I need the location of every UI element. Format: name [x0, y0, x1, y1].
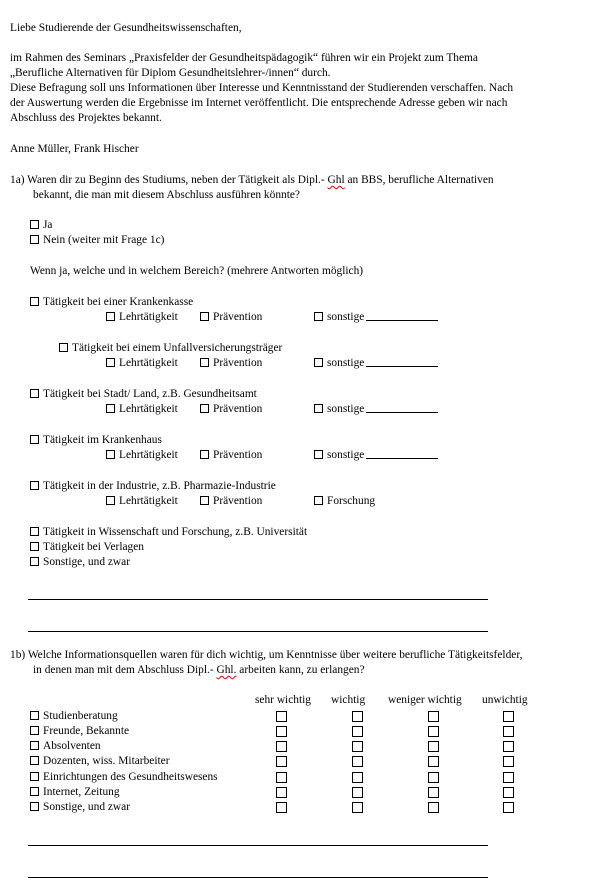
checkbox[interactable] [200, 450, 209, 459]
fill-line[interactable] [366, 311, 438, 321]
area-gesundheitsamt[interactable]: Tätigkeit bei Stadt/ Land, z.B. Gesundheitsamt [30, 388, 257, 401]
answer-line[interactable] [28, 631, 488, 632]
fill-line[interactable] [366, 449, 438, 459]
sub-forschung[interactable]: Forschung [314, 495, 375, 508]
checkbox[interactable] [30, 481, 39, 490]
scale-wichtig: wichtig [331, 694, 366, 706]
area-sonstige[interactable]: Sonstige, und zwar [30, 556, 130, 569]
sub-praevention[interactable]: Prävention [200, 311, 262, 324]
area-krankenkasse[interactable]: Tätigkeit bei einer Krankenkasse [30, 296, 193, 309]
q1a-followup: Wenn ja, welche und in welchem Bereich? (mehrere Antworten möglich) [30, 265, 364, 277]
source-dozenten[interactable]: Dozenten, wiss. Mitarbeiter [30, 755, 170, 768]
rating-checkbox-r1-c1[interactable] [276, 711, 287, 722]
intro-line-5: Abschluss des Projektes bekannt. [10, 112, 162, 124]
checkbox[interactable] [30, 389, 39, 398]
sub-lehrtaetigkeit[interactable]: Lehrtätigkeit [106, 403, 178, 416]
area-unfallversicherung[interactable]: Tätigkeit bei einem Unfallversicherungsträger [59, 342, 282, 355]
rating-checkbox-r7-c2[interactable] [352, 802, 363, 813]
rating-checkbox-r5-c4[interactable] [503, 772, 514, 783]
option-ja[interactable]: Ja [30, 219, 53, 232]
rating-checkbox-r3-c2[interactable] [352, 741, 363, 752]
rating-checkbox-r6-c4[interactable] [503, 787, 514, 798]
rating-checkbox-r7-c3[interactable] [428, 802, 439, 813]
sub-lehrtaetigkeit[interactable]: Lehrtätigkeit [106, 357, 178, 370]
rating-checkbox-r1-c2[interactable] [352, 711, 363, 722]
rating-checkbox-r3-c1[interactable] [276, 741, 287, 752]
checkbox[interactable] [30, 557, 39, 566]
source-freunde[interactable]: Freunde, Bekannte [30, 725, 129, 738]
answer-line[interactable] [28, 845, 488, 846]
sub-sonstige[interactable]: sonstige [314, 449, 438, 462]
checkbox[interactable] [30, 802, 39, 811]
checkbox[interactable] [200, 358, 209, 367]
checkbox[interactable] [314, 312, 323, 321]
rating-checkbox-r3-c4[interactable] [503, 741, 514, 752]
sub-praevention[interactable]: Prävention [200, 357, 262, 370]
checkbox[interactable] [30, 542, 39, 551]
fill-line[interactable] [366, 357, 438, 367]
checkbox[interactable] [200, 496, 209, 505]
sub-praevention[interactable]: Prävention [200, 449, 262, 462]
rating-checkbox-r7-c1[interactable] [276, 802, 287, 813]
rating-checkbox-r2-c3[interactable] [428, 726, 439, 737]
rating-checkbox-r6-c3[interactable] [428, 787, 439, 798]
scale-weniger-wichtig: weniger wichtig [388, 694, 462, 706]
checkbox[interactable] [30, 711, 39, 720]
checkbox[interactable] [200, 312, 209, 321]
checkbox[interactable] [30, 235, 39, 244]
q1b-line-2: in denen man mit dem Abschluss Dipl.- Ghl. arbeiten kann, zu erlangen? [33, 664, 365, 676]
checkbox[interactable] [106, 496, 115, 505]
rating-checkbox-r3-c3[interactable] [428, 741, 439, 752]
checkbox[interactable] [30, 787, 39, 796]
spellcheck-flag: Ghl [327, 174, 345, 186]
source-studienberatung[interactable]: Studienberatung [30, 710, 118, 723]
rating-checkbox-r5-c3[interactable] [428, 772, 439, 783]
checkbox[interactable] [106, 404, 115, 413]
checkbox[interactable] [106, 312, 115, 321]
checkbox[interactable] [30, 220, 39, 229]
sub-lehrtaetigkeit[interactable]: Lehrtätigkeit [106, 449, 178, 462]
rating-checkbox-r4-c4[interactable] [503, 756, 514, 767]
source-einrichtungen[interactable]: Einrichtungen des Gesundheitswesens [30, 771, 218, 784]
checkbox[interactable] [314, 404, 323, 413]
area-wissenschaft[interactable]: Tätigkeit in Wissenschaft und Forschung, z.B. Universität [30, 526, 307, 539]
area-industrie[interactable]: Tätigkeit in der Industrie, z.B. Pharmazie-Industrie [30, 480, 276, 493]
checkbox[interactable] [314, 450, 323, 459]
sub-sonstige[interactable]: sonstige [314, 311, 438, 324]
rating-checkbox-r2-c1[interactable] [276, 726, 287, 737]
rating-checkbox-r6-c2[interactable] [352, 787, 363, 798]
rating-checkbox-r6-c1[interactable] [276, 787, 287, 798]
intro-line-4: der Auswertung werden die Ergebnisse im Internet veröffentlicht. Die entsprechende Adresse geben wir nach [10, 97, 508, 109]
scale-sehr-wichtig: sehr wichtig [255, 694, 311, 706]
sub-lehrtaetigkeit[interactable]: Lehrtätigkeit [106, 311, 178, 324]
answer-line[interactable] [28, 877, 488, 878]
checkbox[interactable] [30, 527, 39, 536]
rating-checkbox-r5-c1[interactable] [276, 772, 287, 783]
q1a-line-1: 1a) Waren dir zu Beginn des Studiums, neben der Tätigkeit als Dipl.- Ghl an BBS, berufliche Alternativen [10, 174, 494, 186]
checkbox[interactable] [30, 756, 39, 765]
checkbox[interactable] [314, 496, 323, 505]
source-absolventen[interactable]: Absolventen [30, 740, 101, 753]
rating-checkbox-r2-c4[interactable] [503, 726, 514, 737]
area-krankenhaus[interactable]: Tätigkeit im Krankenhaus [30, 434, 162, 447]
sub-sonstige[interactable]: sonstige [314, 357, 438, 370]
sub-lehrtaetigkeit[interactable]: Lehrtätigkeit [106, 495, 178, 508]
intro-line-2: „Berufliche Alternativen für Diplom Gesundheitslehrer-/innen“ durch. [10, 67, 331, 79]
fill-line[interactable] [366, 403, 438, 413]
greeting: Liebe Studierende der Gesundheitswissenschaften, [10, 22, 242, 34]
checkbox[interactable] [30, 726, 39, 735]
option-nein[interactable]: Nein (weiter mit Frage 1c) [30, 234, 164, 247]
checkbox[interactable] [30, 297, 39, 306]
checkbox[interactable] [106, 450, 115, 459]
checkbox[interactable] [30, 772, 39, 781]
scale-unwichtig: unwichtig [482, 694, 528, 706]
rating-checkbox-r1-c3[interactable] [428, 711, 439, 722]
intro-line-1: im Rahmen des Seminars „Praxisfelder der Gesundheitspädagogik“ führen wir ein Projekt zum Thema [10, 52, 478, 64]
rating-checkbox-r4-c3[interactable] [428, 756, 439, 767]
rating-checkbox-r4-c1[interactable] [276, 756, 287, 767]
rating-checkbox-r5-c2[interactable] [352, 772, 363, 783]
rating-checkbox-r4-c2[interactable] [352, 756, 363, 767]
area-verlage[interactable]: Tätigkeit bei Verlagen [30, 541, 144, 554]
q1b-line-1: 1b) Welche Informationsquellen waren für dich wichtig, um Kenntnisse über weitere berufliche Tätigkeitsfelder, [10, 649, 523, 661]
authors: Anne Müller, Frank Hischer [10, 143, 139, 155]
checkbox[interactable] [106, 358, 115, 367]
checkbox[interactable] [314, 358, 323, 367]
checkbox[interactable] [200, 404, 209, 413]
checkbox[interactable] [59, 343, 68, 352]
spellcheck-flag: Ghl. [216, 664, 237, 676]
rating-checkbox-r7-c4[interactable] [503, 802, 514, 813]
checkbox[interactable] [30, 741, 39, 750]
sub-praevention[interactable]: Prävention [200, 495, 262, 508]
intro-line-3: Diese Befragung soll uns Informationen über Interesse und Kenntnisstand der Studierenden verschaffen. Nach [10, 82, 514, 94]
sub-praevention[interactable]: Prävention [200, 403, 262, 416]
sub-sonstige[interactable]: sonstige [314, 403, 438, 416]
rating-checkbox-r1-c4[interactable] [503, 711, 514, 722]
q1a-line-2: bekannt, die man mit diesem Abschluss ausführen könnte? [33, 189, 300, 201]
source-sonstige[interactable]: Sonstige, und zwar [30, 801, 130, 814]
rating-checkbox-r2-c2[interactable] [352, 726, 363, 737]
checkbox[interactable] [30, 435, 39, 444]
source-internet[interactable]: Internet, Zeitung [30, 786, 120, 799]
answer-line[interactable] [28, 599, 488, 600]
